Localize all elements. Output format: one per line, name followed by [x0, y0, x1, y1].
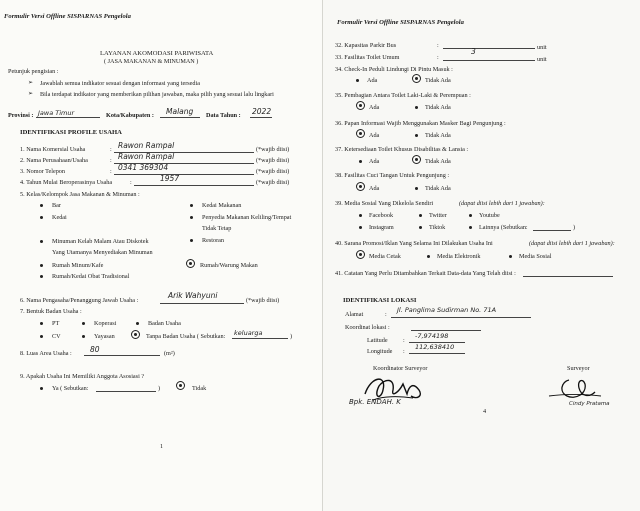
q2-field[interactable]: Rawon Rampal	[118, 152, 175, 161]
instruction-1: Jawablah semua indikator sesuai dengan informasi yang tersedia	[40, 80, 200, 87]
option-badan-usaha[interactable]: Badan Usaha	[148, 320, 181, 327]
bullet-icon	[419, 226, 422, 229]
selected-circle-icon[interactable]	[356, 101, 365, 110]
option-tanpa-badan[interactable]: Tanpa Badan Usaha ( Sebutkan:	[146, 333, 226, 340]
kota-underline	[160, 117, 200, 118]
option-kedai-makanan[interactable]: Kedai Makanan	[202, 202, 242, 209]
selected-circle-icon[interactable]	[186, 259, 195, 268]
latitude-label: Latitude	[367, 337, 388, 344]
q3-underline	[114, 174, 254, 175]
q34-tidak-ada[interactable]: Tidak Ada	[425, 77, 451, 84]
option-media-sosial[interactable]: Media Sosial	[519, 253, 552, 260]
option-media-cetak[interactable]: Media Cetak	[369, 253, 401, 260]
q8-label: 8. Luas Area Usaha :	[20, 350, 72, 357]
q37-ada[interactable]: Ada	[369, 158, 380, 165]
q5-label: 5. Kelas/Kelompok Jasa Makanan & Minuman :	[20, 191, 140, 198]
selected-circle-icon[interactable]	[412, 155, 421, 164]
alamat-field[interactable]: Jl. Panglima Sudirman No. 71A	[397, 306, 497, 314]
longitude-underline	[409, 353, 465, 354]
q38-label: 38. Fasilitas Cuci Tangan Untuk Pengunjung :	[335, 172, 450, 179]
bullet-icon	[469, 214, 472, 217]
q1-required: (*wajib diisi)	[256, 146, 290, 153]
latitude-field[interactable]: -7,974198	[415, 332, 449, 340]
q4-required: (*wajib diisi)	[256, 179, 290, 186]
arrow-right-icon: ➢	[28, 91, 34, 97]
tahun-label: Data Tahun :	[206, 112, 241, 119]
tanpa-badan-underline	[232, 338, 288, 339]
surveyor-label: Surveyor	[567, 365, 590, 372]
bullet-icon	[40, 264, 43, 267]
selected-circle-icon[interactable]	[412, 74, 421, 83]
bullet-icon	[415, 106, 418, 109]
q7-label: 7. Bentuk Badan Usaha :	[20, 308, 82, 315]
checked-mark-icon[interactable]	[356, 79, 359, 82]
lainnya-underline[interactable]	[533, 230, 571, 231]
q8-field[interactable]: 80	[90, 345, 100, 354]
option-media-elektronik[interactable]: Media Elektronik	[437, 253, 481, 260]
q40-label: 40. Sarana Promosi/Iklan Yang Selama Ini Dilakukan Usaha Ini	[335, 240, 493, 247]
q36-ada[interactable]: Ada	[369, 132, 380, 139]
bullet-icon	[359, 214, 362, 217]
bullet-icon	[427, 255, 430, 258]
q38-ada[interactable]: Ada	[369, 185, 380, 192]
q32-unit: unit	[537, 44, 547, 51]
kota-field[interactable]: Malang	[166, 107, 194, 116]
koordinator-label: Koordinator Surveyor	[373, 365, 428, 372]
surveyor-name: Cindy Pratama	[569, 401, 610, 407]
section-title-profil: IDENTIFIKASI PROFILE USAHA	[20, 129, 122, 136]
q6-field[interactable]: Arik Wahyuni	[168, 291, 218, 300]
bullet-icon	[359, 226, 362, 229]
option-minuman-kelab[interactable]: Minuman Kelab Malam Atau Diskotek	[52, 238, 149, 245]
bullet-icon	[415, 187, 418, 190]
tahun-underline	[250, 117, 272, 118]
bullet-icon	[82, 335, 85, 338]
longitude-label: Longitude	[367, 348, 393, 355]
form-header: Formulir Versi Offline SISPARNAS Pengelola	[337, 19, 464, 26]
bullet-icon	[40, 216, 43, 219]
q6-underline	[160, 303, 244, 304]
q3-field[interactable]: 0341 369304	[118, 163, 169, 172]
option-rumah-obat[interactable]: Rumah/Kedai Obat Tradisional	[52, 273, 130, 280]
bullet-icon	[40, 240, 43, 243]
option-lainnya[interactable]: Lainnya (Sebutkan:	[479, 224, 528, 231]
option-rumah-minum[interactable]: Rumah Minum/Kafe	[52, 262, 104, 269]
selected-circle-icon[interactable]	[176, 381, 185, 390]
q35-tidak-ada[interactable]: Tidak Ada	[425, 104, 451, 111]
q41-label: 41. Catatan Yang Perlu Ditambahkan Terkait Data-data Yang Telah diisi :	[335, 270, 516, 277]
q8-underline	[84, 355, 160, 356]
bullet-icon	[40, 387, 43, 390]
tahun-field[interactable]: 2022	[252, 107, 272, 116]
bullet-icon	[190, 204, 193, 207]
q35-label: 35. Pembagian Antara Toilet Laki-Laki & Perempuan :	[335, 92, 471, 99]
q9-option-ya[interactable]: Ya ( Sebutkan:	[52, 385, 89, 392]
bullet-icon	[40, 335, 43, 338]
form-title: LAYANAN AKOMODASI PARIWISATA	[100, 50, 214, 57]
option-restoran[interactable]: Restoran	[202, 237, 224, 244]
form-page-4: Formulir Versi Offline SISPARNAS Pengelola 32. Kapasitas Parkir Bus : unit 33. Fasilitas Toilet Umum : 3 unit 34. Check-In Peduli Lindungi Di Pintu Masuk : Ada Tidak Ada 35. Pembagian Antara Toilet Laki-Laki & Perempuan : Ada Tidak Ada 36. Papan Informasi Wajib Menggunakan Masker Bagi Pengunjung : Ada Tidak Ada 37. Ketersediaan Toilet Khusus Disabilitas & Lansia : Ada Tidak Ada 38. Fasilitas Cuci Tangan Untuk Pengunjung : Ada Tidak Ada 39. Media Sosial Yang Dikelola Sendiri (dapat diisi lebih dari 1 jawaban): Facebook Twitter Youtube Instagram Tiktok Lainnya (Sebutkan: ) 40. Sarana Promosi/Iklan Yang Selama Ini Dilakukan Usaha Ini (dapat diisi lebih dari 1 jawaban): Media Cetak Media Elektronik Media Sosial 41. Catatan Yang Perlu Ditambahkan Terkait Data-data Yang Telah diisi : IDENTIFIKASI LOKASI Alamat : Jl. Panglima Sudirman No. 71A Koordinat lokasi : Latitude : -7,974198 Longitude : 112,638410 Koordinator Surveyor Surveyor Bpk. ENDAH. K Cindy Pratama 4	[322, 0, 640, 511]
q1-label: 1. Nama Komersial Usaha	[20, 146, 86, 153]
selected-circle-icon[interactable]	[356, 250, 365, 259]
provinsi-label: Provinsi :	[8, 112, 34, 119]
q9-option-tidak[interactable]: Tidak	[192, 385, 207, 392]
option-rumah-warung[interactable]: Rumah/Warung Makan	[200, 262, 258, 269]
option-tiktok[interactable]: Tiktok	[429, 224, 446, 231]
option-penyedia-keliling[interactable]: Penyedia Makanan Keliling/Tempat	[202, 214, 292, 221]
form-subtitle: ( JASA MAKANAN & MINUMAN )	[104, 58, 199, 65]
option-kedai[interactable]: Kedai	[52, 214, 67, 221]
q2-label: 2. Nama Perusahaan/Usaha	[20, 157, 88, 164]
option-minuman-kelab-line2: Yang Utamanya Menyediakan Minuman	[52, 249, 153, 256]
q4-underline	[134, 185, 254, 186]
form-header: Formulir Versi Offline SISPARNAS Pengelola	[4, 13, 131, 20]
option-yayasan[interactable]: Yayasan	[94, 333, 115, 340]
q3-required: (*wajib diisi)	[256, 168, 290, 175]
option-youtube[interactable]: Youtube	[479, 212, 500, 219]
koordinator-name: Bpk. ENDAH. K	[349, 398, 401, 406]
bullet-icon	[136, 322, 139, 325]
bullet-icon	[190, 239, 193, 242]
instructions-label: Petunjuk pengisian :	[8, 68, 59, 75]
selected-circle-icon[interactable]	[356, 182, 365, 191]
bullet-icon	[40, 204, 43, 207]
provinsi-underline	[36, 117, 100, 118]
q40-note: (dapat diisi lebih dari 1 jawaban):	[529, 240, 615, 247]
selected-circle-icon[interactable]	[131, 330, 140, 339]
q39-note: (dapat diisi lebih dari 1 jawaban):	[459, 200, 545, 207]
q34-ada[interactable]: Ada	[367, 77, 378, 84]
page-number: 1	[160, 443, 164, 450]
q34-label: 34. Check-In Peduli Lindungi Di Pintu Masuk :	[335, 66, 453, 73]
page-number: 4	[483, 408, 487, 415]
option-pt[interactable]: PT	[52, 320, 60, 327]
bullet-icon	[419, 214, 422, 217]
q4-field[interactable]: 1957	[160, 174, 180, 183]
alamat-label: Alamat	[345, 311, 364, 318]
option-cv[interactable]: CV	[52, 333, 61, 340]
section-title-lokasi: IDENTIFIKASI LOKASI	[343, 297, 417, 304]
q4-label: 4. Tahun Mulai Beroperasinya Usaha	[20, 179, 113, 186]
instruction-2: Bila terdapat indikator yang memberikan pilihan jawaban, maka pilih yang sesuai lalu lingkari	[40, 91, 274, 98]
option-koperasi[interactable]: Koperasi	[94, 320, 117, 327]
q3-label: 3. Nomor Telepon	[20, 168, 65, 175]
arrow-right-icon: ➢	[28, 80, 34, 86]
bullet-icon	[40, 322, 43, 325]
q8-unit: (m²)	[164, 350, 175, 357]
longitude-field[interactable]: 112,638410	[415, 343, 455, 351]
q33-underline	[443, 60, 535, 61]
q33-label: 33. Fasilitas Toilet Umum	[335, 54, 400, 61]
provinsi-field[interactable]: Jawa Timur	[38, 109, 75, 117]
q6-label: 6. Nama Pengasaha/Penanggung Jawab Usaha :	[20, 297, 139, 304]
bullet-icon	[469, 226, 472, 229]
q9-label: 9. Apakah Usaha Ini Memiliki Anggota Asosiasi ?	[20, 373, 145, 380]
q41-underline[interactable]	[523, 276, 613, 277]
option-bar[interactable]: Bar	[52, 202, 61, 209]
q35-ada[interactable]: Ada	[369, 104, 380, 111]
q9-ya-underline	[96, 391, 156, 392]
q37-tidak-ada[interactable]: Tidak Ada	[425, 158, 451, 165]
q32-label: 32. Kapasitas Parkir Bus	[335, 42, 397, 49]
q39-label: 39. Media Sosial Yang Dikelola Sendiri	[335, 200, 434, 207]
q36-label: 36. Papan Informasi Wajib Menggunakan Masker Bagi Pengunjung :	[335, 120, 506, 127]
q32-underline[interactable]	[443, 48, 535, 49]
tanpa-badan-field[interactable]: keluarga	[234, 329, 263, 337]
q37-label: 37. Ketersediaan Toilet Khusus Disabilitas & Lansia :	[335, 146, 469, 153]
q33-field[interactable]: 3	[471, 47, 476, 56]
option-facebook[interactable]: Facebook	[369, 212, 394, 219]
q2-required: (*wajib diisi)	[256, 157, 290, 164]
option-penyedia-keliling-line2: Tidak Tetap	[202, 225, 232, 232]
q38-tidak-ada[interactable]: Tidak Ada	[425, 185, 451, 192]
bullet-icon	[190, 216, 193, 219]
bullet-icon	[40, 275, 43, 278]
bullet-icon	[415, 134, 418, 137]
kota-label: Kota/Kabupaten :	[106, 112, 154, 119]
q6-required: (*wajib diisi)	[246, 297, 280, 304]
bullet-icon	[359, 160, 362, 163]
bullet-icon	[82, 322, 85, 325]
q36-tidak-ada[interactable]: Tidak Ada	[425, 132, 451, 139]
koordinat-underline	[411, 330, 481, 331]
option-twitter[interactable]: Twitter	[429, 212, 447, 219]
q33-unit: unit	[537, 56, 547, 63]
q1-field[interactable]: Rawon Rampal	[118, 141, 175, 150]
option-instagram[interactable]: Instagram	[369, 224, 394, 231]
form-page-1: Formulir Versi Offline SISPARNAS Pengelola LAYANAN AKOMODASI PARIWISATA ( JASA MAKANAN & MINUMAN ) Petunjuk pengisian : ➢ Jawablah semua indikator sesuai dengan informasi yang tersedia ➢ Bila terdapat indikator yang memberikan pilihan jawaban, maka pilih yang sesuai lalu lingkari Provinsi : Jawa Timur Kota/Kabupaten : Malang Data Tahun : 2022 IDENTIFIKASI PROFILE USAHA 1. Nama Komersial Usaha : Rawon Rampal (*wajib diisi) 2. Nama Perusahaan/Usaha : Rawon Rampal (*wajib diisi) 3. Nomor Telepon : 0341 369304 (*wajib diisi) 4. Tahun Mulai Beroperasinya Usaha : 1957 (*wajib diisi) 5. Kelas/Kelompok Jasa Makanan & Minuman : Bar Kedai Makanan Kedai Penyedia Makanan Keliling/Tempat Tidak Tetap Restoran Minuman Kelab Malam Atau Diskotek Yang Utamanya Menyediakan Minuman Rumah Minum/Kafe Rumah/Warung Makan Rumah/Kedai Obat Tradisional 6. Nama Pengasaha/Penanggung Jawab Usaha : Arik Wahyuni (*wajib diisi) 7. Bentuk Badan Usaha : PT Koperasi Badan Usaha CV Yayasan Tanpa Badan Usaha ( Sebutkan: keluarga ) 8. Luas Area Usaha : 80 (m²) 9. Apakah Usaha Ini Memiliki Anggota Asosiasi ? Ya ( Sebutkan: ) Tidak 1	[0, 0, 322, 511]
selected-circle-icon[interactable]	[356, 129, 365, 138]
koordinat-label: Koordinat lokasi :	[345, 324, 390, 331]
bullet-icon	[509, 255, 512, 258]
alamat-underline	[391, 317, 531, 318]
